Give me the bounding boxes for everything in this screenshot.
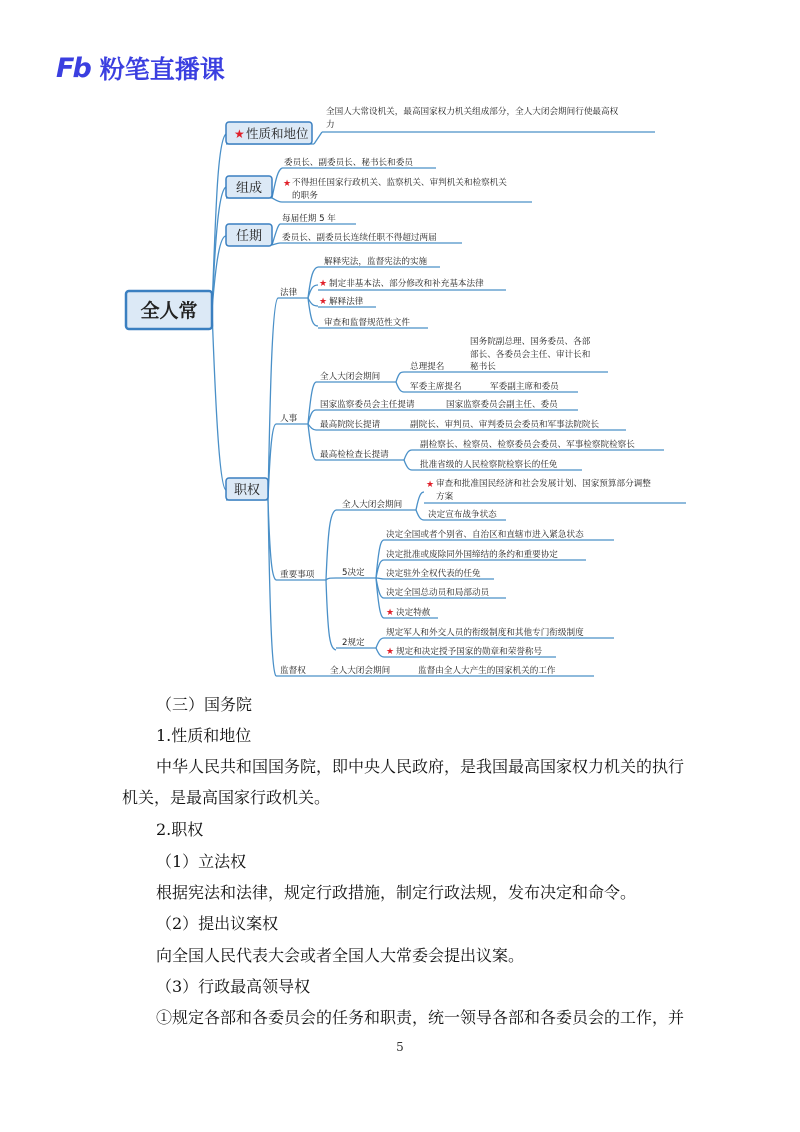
node-jiandu: 监督权 xyxy=(280,666,306,676)
node-jueding-5: 决定特赦 xyxy=(396,608,431,618)
node-junwei-1: 军委副主席和委员 xyxy=(490,382,559,392)
star-icon: ★ xyxy=(283,179,292,189)
root-node-label: 全人常 xyxy=(140,300,198,322)
star-icon: ★ xyxy=(234,127,245,141)
node-jianwei: 国家监察委员会主任提请 xyxy=(320,400,415,410)
item-heading: （1）立法权 xyxy=(156,852,247,871)
node-falv-1: 解释宪法，监督宪法的实施 xyxy=(324,257,428,267)
node-falv-2: 制定非基本法、部分修改和补充基本法律 xyxy=(329,279,484,289)
node-jianwei-1: 国家监察委员会副主任、委员 xyxy=(446,400,558,410)
node-fayuan: 最高院院长提请 xyxy=(320,420,381,430)
subsection-heading: 2.职权 xyxy=(156,820,204,839)
node-jueding-3: 决定驻外全权代表的任免 xyxy=(386,569,481,579)
node-jueding-4: 决定全国总动员和局部动员 xyxy=(386,588,490,598)
node-fayuan-1: 副院长、审判员、审判委员会委员和军事法院院长 xyxy=(410,420,600,430)
node-jianchayuan-2: 批准省级的人民检察院检察长的任免 xyxy=(420,460,558,470)
node-jiandu-2: 监督由全人大产生的国家机关的工作 xyxy=(418,666,556,676)
item-heading: （2）提出议案权 xyxy=(156,914,279,933)
node-bihui2-1a: 审查和批准国民经济和社会发展计划、国家预算部分调整 xyxy=(436,479,651,489)
node-zucheng-restriction-2: 的职务 xyxy=(292,191,318,201)
node-guiding-1: 规定军人和外交人员的衔级制度和其他专门衔级制度 xyxy=(386,628,584,638)
node-guiding: 2规定 xyxy=(342,638,365,648)
node-falv-4: 审查和监督规范性文件 xyxy=(324,318,410,328)
paragraph-line: ①规定各部和各委员会的任务和职责，统一领导各部和各委员会的工作，并 xyxy=(156,1008,685,1027)
star-icon: ★ xyxy=(426,480,435,490)
paragraph-line: 中华人民共和国国务院，即中央人民政府，是我国最高国家权力机关的执行 xyxy=(156,757,685,776)
item-heading: （3）行政最高领导权 xyxy=(156,977,311,996)
node-zongli-1b: 部长、各委员会主任、审计长和 xyxy=(470,350,591,360)
star-icon: ★ xyxy=(386,608,395,618)
paragraph-line: 向全国人民代表大会或者全国人大常委会提出议案。 xyxy=(156,946,525,965)
star-icon: ★ xyxy=(319,297,328,307)
star-icon: ★ xyxy=(319,279,328,289)
node-bihui2-2: 决定宣布战争状态 xyxy=(428,510,497,520)
node-zucheng-restriction: 不得担任国家行政机关、监察机关、审判机关和检察机关 xyxy=(292,178,507,188)
node-bihui2-1b: 方案 xyxy=(436,492,454,502)
node-renshi: 人事 xyxy=(280,414,298,424)
node-xingzhi-desc-2: 力 xyxy=(326,120,335,130)
node-jueding: 5决定 xyxy=(342,568,365,578)
node-zhiquan: 职权 xyxy=(233,483,261,498)
node-jiandu-1: 全人大闭会期间 xyxy=(330,666,391,676)
node-renqi: 任期 xyxy=(235,229,263,244)
paragraph-line: 根据宪法和法律，规定行政措施，制定行政法规，发布决定和命令。 xyxy=(156,883,637,902)
node-xingzhi: 性质和地位 xyxy=(246,126,309,141)
node-jueding-1: 决定全国或者个别省、自治区和直辖市进入紧急状态 xyxy=(386,530,584,540)
node-jianchayuan: 最高检检查长提请 xyxy=(320,450,389,460)
star-icon: ★ xyxy=(386,647,395,657)
node-zongli: 总理提名 xyxy=(410,362,445,372)
section-heading: （三）国务院 xyxy=(156,695,253,714)
brand-name: 粉笔直播课 xyxy=(99,55,225,84)
brand-mark-icon: Fb xyxy=(56,52,90,84)
node-junwei: 军委主席提名 xyxy=(410,382,462,392)
node-bihui2: 全人大闭会期间 xyxy=(342,500,403,510)
node-bihui1: 全人大闭会期间 xyxy=(320,372,381,382)
node-zhongyao: 重要事项 xyxy=(280,570,315,580)
node-renqi-term: 每届任期 5 年 xyxy=(282,214,336,224)
subsection-heading: 1.性质和地位 xyxy=(156,726,252,745)
node-jueding-2: 决定批准或废除同外国缔结的条约和重要协定 xyxy=(386,550,558,560)
node-zongli-1a: 国务院副总理、国务委员、各部 xyxy=(470,337,591,347)
node-xingzhi-desc: 全国人大常设机关，最高国家权力机关组成部分，全人大闭会期间行使最高权 xyxy=(326,107,619,117)
page-number: 5 xyxy=(396,1040,404,1054)
node-falv-3: 解释法律 xyxy=(329,297,364,307)
node-renqi-limit: 委员长、副委员长连续任职不得超过两届 xyxy=(282,233,437,243)
paragraph-line: 机关，是最高国家行政机关。 xyxy=(122,788,331,807)
node-guiding-2: 规定和决定授予国家的勋章和荣誉称号 xyxy=(396,647,543,657)
node-zucheng-members: 委员长、副委员长、秘书长和委员 xyxy=(284,158,413,168)
node-jianchayuan-1: 副检察长、检察员、检察委员会委员、军事检察院检察长 xyxy=(420,440,635,450)
node-zongli-1c: 秘书长 xyxy=(470,362,496,372)
node-falv: 法律 xyxy=(280,288,298,298)
node-zucheng: 组成 xyxy=(235,181,263,196)
